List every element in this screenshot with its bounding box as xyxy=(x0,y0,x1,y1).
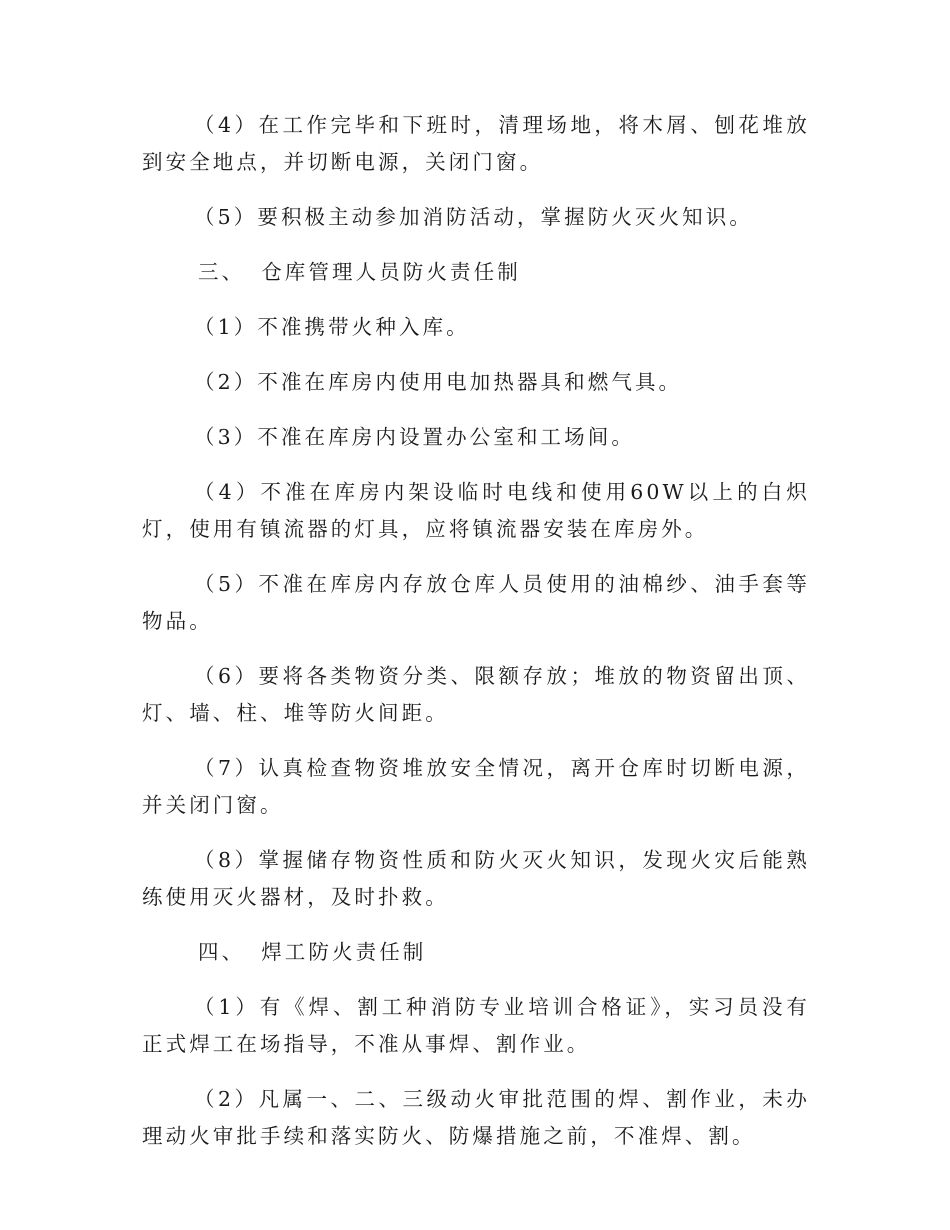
paragraph-warehouse-item-7: （7）认真检查物资堆放安全情况，离开仓库时切断电源，并关闭门窗。 xyxy=(142,756,810,817)
paragraph-warehouse-item-6: （6）要将各类物资分类、限额存放；堆放的物资留出顶、灯、墙、柱、堆等防火间距。 xyxy=(142,664,810,725)
section-heading-welder xyxy=(142,934,810,971)
section-title: 仓库管理人员防火责任制 xyxy=(261,260,521,284)
paragraph-welder-item-1: （1）有《焊、割工种消防专业培训合格证》，实习员没有正式焊工在场指导，不准从事焊、割作业。 xyxy=(142,995,810,1056)
section-number: 四、 xyxy=(198,940,246,964)
paragraph-warehouse-item-1: （1）不准携带火种入库。 xyxy=(194,315,470,339)
paragraph-warehouse-item-2: （2）不准在库房内使用电加热器具和燃气具。 xyxy=(194,370,683,394)
section-heading-warehouse xyxy=(142,254,810,291)
section-number: 三、 xyxy=(198,260,246,284)
paragraph-warehouse-item-5: （5）不准在库房内存放仓库人员使用的油棉纱、油手套等物品。 xyxy=(142,572,810,633)
paragraph-warehouse-item-4: （4）不准在库房内架设临时电线和使用60W以上的白炽灯，使用有镇流器的灯具，应将镇流器安装在库房外。 xyxy=(142,480,810,541)
document-body xyxy=(142,107,810,1173)
paragraph-warehouse-item-8: （8）掌握储存物资性质和防火灭火知识，发现火灾后能熟练使用灭火器材，及时扑救。 xyxy=(142,848,810,909)
section-title: 焊工防火责任制 xyxy=(261,940,427,964)
paragraph-carpenter-item-5: （5）要积极主动参加消防活动，掌握防火灭火知识。 xyxy=(194,205,753,229)
paragraph-warehouse-item-3: （3）不准在库房内设置办公室和工场间。 xyxy=(194,425,635,449)
paragraph-welder-item-2: （2）凡属一、二、三级动火审批范围的焊、割作业，未办理动火审批手续和落实防火、防爆措施之前，不准焊、割。 xyxy=(142,1087,810,1148)
paragraph-carpenter-item-4: （4）在工作完毕和下班时，清理场地，将木屑、刨花堆放到安全地点，并切断电源，关闭门窗。 xyxy=(142,113,810,174)
